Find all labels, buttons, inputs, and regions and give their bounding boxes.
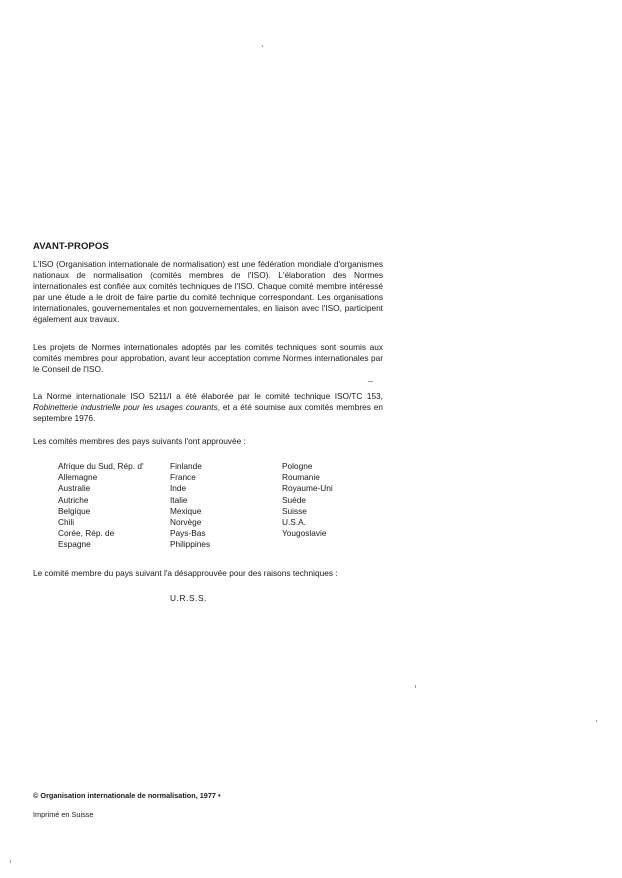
standard-text-end: , et a été soumise aux comités membres en septembre 1976. bbox=[33, 401, 383, 423]
country-name: Yougoslavie bbox=[282, 528, 327, 539]
standard-text-start: La Norme internationale ISO 5211/I a été élaborée par le comité technique ISO/TC 153, bbox=[33, 391, 383, 401]
committee-title: Robinetterie industrielle pour les usages courants bbox=[33, 401, 218, 412]
copyright-notice: © Organisation internationale de normalisation, 1977 • bbox=[33, 791, 221, 800]
country-name: Afrique du Sud, Rép. d' bbox=[58, 461, 144, 471]
scan-speck bbox=[262, 45, 263, 47]
disapproval-paragraph: Le comité membre du pays suivant l'a désapprouvée pour des raisons techniques : bbox=[33, 568, 338, 578]
country-name: Belgique bbox=[58, 505, 91, 516]
approving-countries-column-2 bbox=[170, 461, 210, 551]
country-name: Roumanie bbox=[282, 472, 320, 483]
country-name: Italie bbox=[170, 494, 188, 505]
country-name: Philippines bbox=[170, 539, 211, 550]
country-name: Autriche bbox=[58, 494, 89, 505]
country-name: Inde bbox=[170, 483, 187, 494]
country-name: Pologne bbox=[282, 461, 313, 471]
country-name: Australie bbox=[58, 483, 91, 494]
approving-countries-column-3 bbox=[282, 461, 333, 539]
printed-in-notice: Imprimé en Suisse bbox=[33, 810, 94, 819]
country-name: Royaume-Uni bbox=[282, 483, 333, 494]
standard-paragraph bbox=[33, 391, 383, 424]
country-name: U.S.A. bbox=[282, 517, 306, 528]
country-name: Suisse bbox=[282, 505, 307, 516]
country-name: France bbox=[170, 472, 196, 483]
country-name: Pays-Bas bbox=[170, 528, 206, 539]
drafts-paragraph: Les projets de Normes internationales adoptés par les comités techniques sont soumis aux comités membres pour approbation, avant leur acceptation comme Normes internationales par le Conseil de l'ISO. bbox=[33, 342, 383, 374]
section-heading: AVANT-PROPOS bbox=[33, 241, 109, 252]
approving-countries-column-1 bbox=[58, 461, 144, 551]
approval-paragraph: Les comités membres des pays suivants l'ont approuvée : bbox=[33, 436, 246, 446]
country-name: Chili bbox=[58, 517, 75, 528]
country-name: Norvège bbox=[170, 517, 202, 528]
disapproving-country: U.R.S.S. bbox=[170, 593, 208, 603]
country-name: Corée, Rép. de bbox=[58, 528, 115, 539]
country-name: Allemagne bbox=[58, 472, 98, 483]
country-name: Espagne bbox=[58, 539, 91, 550]
scan-speck bbox=[10, 860, 11, 863]
country-name: Mexique bbox=[170, 505, 202, 516]
country-name: Finlande bbox=[170, 461, 202, 471]
scan-speck bbox=[596, 720, 597, 722]
country-name: Suède bbox=[282, 494, 306, 505]
scan-speck bbox=[415, 685, 416, 688]
scan-speck bbox=[368, 381, 373, 382]
intro-paragraph: L'ISO (Organisation internationale de normalisation) est une fédération mondiale d'organismes nationaux de normalisation (comités membres de l'ISO). L'élaboration des Normes internationales est confiée aux comités techniques de l'ISO. Chaque comité membre intéressé par une étude a le droit de faire partie du comité technique correspondant. Les organisations internationales, gouvernementales et non gouvernementales, en liaison avec l'ISO, participent également aux travaux. bbox=[33, 259, 383, 324]
